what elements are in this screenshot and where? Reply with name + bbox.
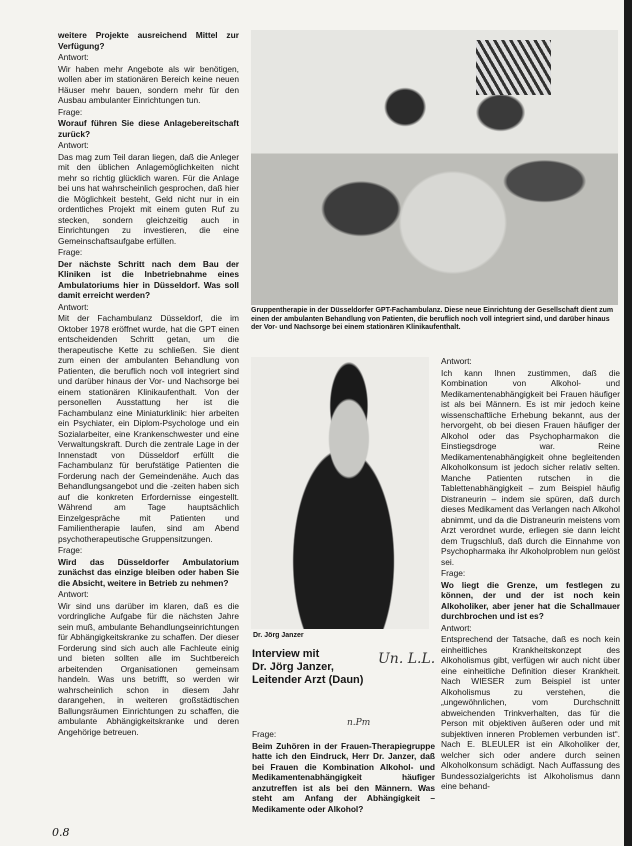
answer-text: Wir haben mehr Angebote als wir benötigen, wollen aber im stationären Bereich keine neuen Häuser mehr bauen, sondern mehr für den Ausbau ambulanter Einrichtungen tun. <box>58 63 239 105</box>
portrait-caption: Dr. Jörg Janzer <box>253 632 304 639</box>
wall-artwork <box>476 40 551 95</box>
question-text: Der nächste Schritt nach dem Bau der Kliniken ist die Inbetriebnahme eines Ambulatoriums hier in Düsseldorf. Was soll damit erreicht werden? <box>58 258 239 300</box>
answer-text: Das mag zum Teil daran liegen, daß die Anleger mit den üblichen Anlagemöglichkeiten nicht mehr so richtig glücklich waren. Für die Anlage bei uns hat wahrscheinlich gesprochen, daß hier die Möglichkeit besteht, Geld nicht nur in ein ordentliches Projekt mit einem guten Ruf zu stecken, sondern gleichzeitig auch in Einrichtungen zu investieren, die eine Gemeinschaftsaufgabe erfüllen. <box>58 151 239 246</box>
answer-text: Entsprechend der Tatsache, daß es noch kein einheitliches Krankheitskonzept des Alkoholismus gibt, verfügen wir auch nicht über eine einheitliche Definition dieser Krankheit. Nach WIESER zum Beispiel ist unter Alkoholismus zu verstehen, die „ungewöhnlichen, vom Durchschnitt abweichenden Trinkverhalten, das für die Person mit objektiven äußeren oder und mit subjektiven inneren Problemen verbunden ist“. Nach E. BLEULER ist ein Alkoholiker der, welcher sich oder andere durch seinen Alkoholkonsum schädigt. Nach Auffassung des Bundessozialgerichts ist Alkoholismus dann eine behand- <box>441 634 620 791</box>
question-label: Frage: <box>58 106 83 117</box>
answer-label: Antwort: <box>58 52 89 62</box>
question-label: Frage: <box>252 729 277 739</box>
right-text-column <box>441 356 620 793</box>
interview-heading-line: Interview mit <box>252 648 320 660</box>
answer-text: Ich kann Ihnen zustimmen, daß die Kombination von Alkohol- und Medikamentenabhängigkeit bei Frauen häufiger ist als bei Männern. Es ist mir jedoch keine wissenschaftliche Erhebung bekannt, aus der hervorgeht, ob bei diesen Frauen häufiger der Alkohol oder das Psychopharmakon die Einstiegsdroge war. Reine Medikamentenabhängigkeit ohne begleitenden Alkoholkonsum ist jedoch sicher relativ selten. Manche Patienten rutschen in die Tablettenabhängigkeit – zum Beispiel häufig Distraneurin – indem sie spüren, daß durch dieses Medikament das Verlangen nach Alkohol abnimmt, und da die Distraneurin meistens vom Arzt verordnet wurde, erliegen sie dann leicht dem Trugschluß, daß durch die Einnahme von Psychopharmaka ihr Alkoholproblem nun gelöst sei. <box>441 367 620 567</box>
handwritten-note: n.Pm <box>347 718 371 728</box>
scan-edge <box>624 0 632 846</box>
interview-heading-line: Leitender Arzt (Daun) <box>252 674 364 686</box>
question-label: Frage: <box>58 545 83 555</box>
portrait-photo <box>251 357 429 629</box>
answer-text: Wir sind uns darüber im klaren, daß es die vordringliche Aufgabe für die nächsten Jahre sein muß, ambulante Behandlungseinrichtungen für Abhängigkeitskranke zu schaffen. Der dieser Forderung sind sich auch alle Fachleute einig und bieten sollten alle im Suchtbereich arbeitenden Organisationen gemeinsam handeln. Was uns betrifft, so werden wir wahrscheinlich schon in diesem Jahr darangehen, in weiteren großstädtischen Ballungsräumen Einrichtungen zu schaffen, die ambulante Abhängigkeitskranke und deren Angehörige betreuen. <box>58 600 239 737</box>
question-label: Frage: <box>58 247 83 257</box>
answer-label: Antwort: <box>441 356 472 366</box>
handwritten-signature: Un. L.L. <box>378 651 436 667</box>
left-text-column <box>58 30 239 738</box>
page-number: 0.8 <box>52 826 70 839</box>
answer-label: Antwort: <box>58 301 89 312</box>
question-text: Wird das Düsseldorfer Ambulatorium zunächst das einzige bleiben oder haben Sie die Absicht, weitere in Betrieb zu nehmen? <box>58 556 239 588</box>
intro-question: weitere Projekte ausreichend Mittel zur Verfügung? <box>58 30 239 51</box>
question-text: Beim Zuhören in der Frauen-Therapiegruppe hatte ich den Eindruck, Herr Dr. Janzer, daß bei Frauen die Kombination Alkohol- und Medikamentenabhängigkeit häufiger anzutreffen ist als bei den Männern. Was steht am Anfang der Abhängigkeit – Medikamente oder Alkohol? <box>252 740 435 814</box>
interview-heading-line: Dr. Jörg Janzer, <box>252 661 334 673</box>
question-label: Frage: <box>441 568 466 578</box>
answer-label: Antwort: <box>441 622 472 633</box>
group-therapy-photo <box>251 30 618 305</box>
group-photo-caption: Gruppentherapie in der Düsseldorfer GPT-Fachambulanz. Diese neue Einrichtung der Gesellschaft dient zum einen der ambulanten Behandlung von Patienten, die beruflich noch voll integriert sind, und darüber hinaus der Vor- und Nachsorge bei einem stationären Klinikaufenthalt. <box>251 307 614 331</box>
answer-text: Mit der Fachambulanz Düsseldorf, die im Oktober 1978 eröffnet wurde, hat die GPT einen entscheidenden Schritt getan, um die therapeutische Kette zu schließen. Sie dient zum einen der ambulanten Behandlung von Patienten, die beruflich noch voll integriert sind und darüber hinaus der Vor- und Nachsorge bei einem stationären Klinikaufenthalt. Von der personellen Ausstattung her ist die Fachambulanz eine Miniaturklinik: hier arbeiten ein Psychiater, ein Diplom-Psychologe und ein Sozialarbeiter, eine Krankenschwester und eine Verwaltungskraft. Durch die zentrale Lage in der Innenstadt von Düsseldorf erfüllt die Fachambulanz für berufstätige Patienten die Forderung nach der Gemeindenähe. Auch das Behandlungsangebot und die -zeiten haben sich auf die konkreten Erfordernisse eingestellt. Während am Tage hauptsächlich Einzelgespräche mit Patienten und Familientherapie laufen, sind am Abend psychotherapeutische Gruppensitzungen. <box>58 313 239 544</box>
middle-text-column <box>252 729 435 815</box>
answer-label: Antwort: <box>58 140 89 150</box>
question-text: Worauf führen Sie diese Anlagebereitschaft zurück? <box>58 118 239 139</box>
answer-label: Antwort: <box>58 589 89 599</box>
question-text: Wo liegt die Grenze, um festlegen zu können, der und der ist noch kein Alkoholiker, aber jener hat die Schallmauer durchbrochen und ist es? <box>441 579 620 621</box>
